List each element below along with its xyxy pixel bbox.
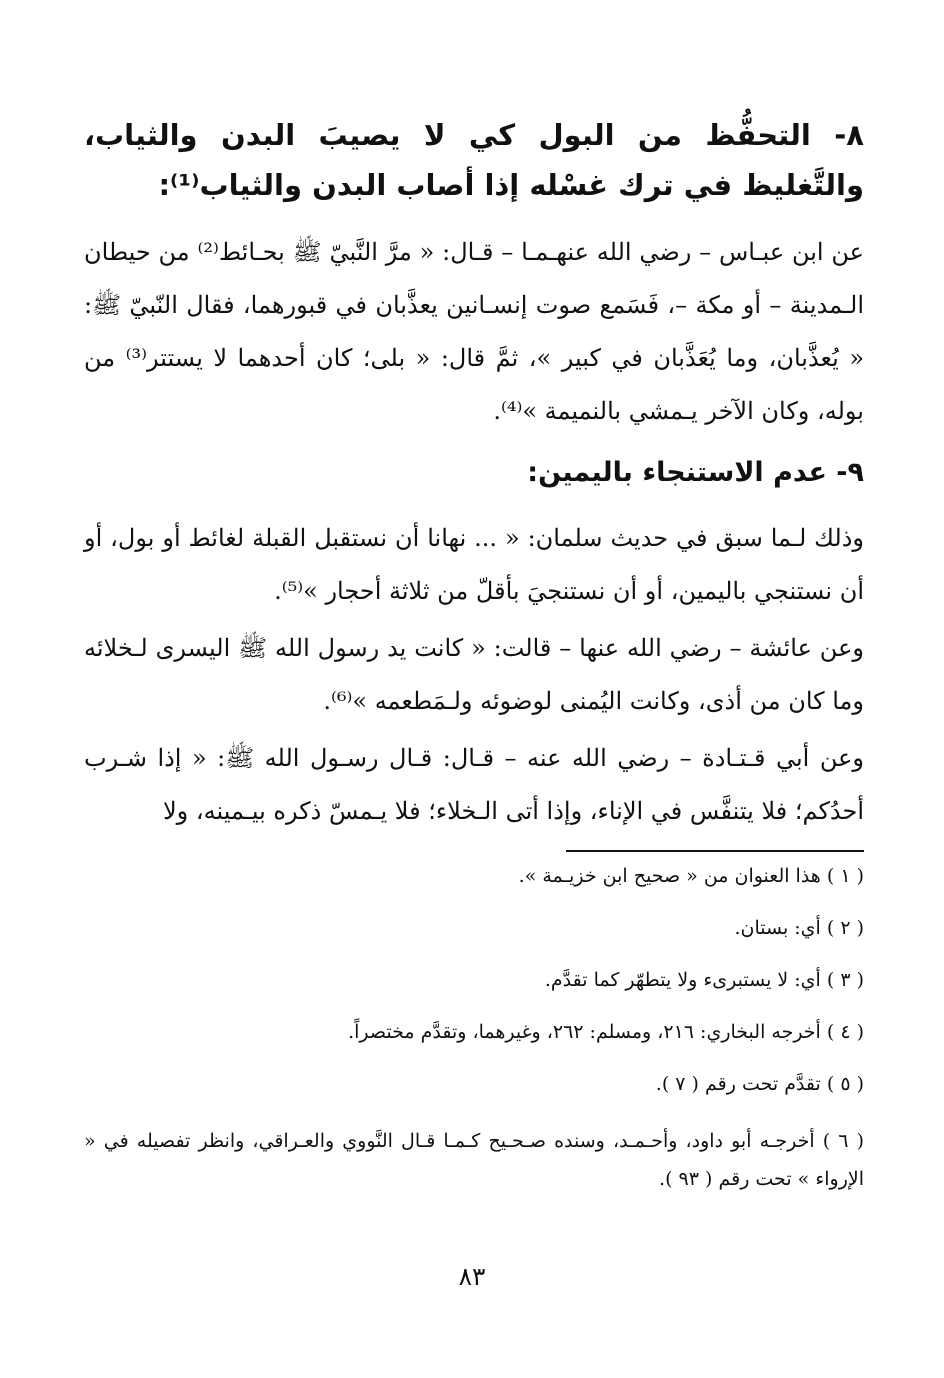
footnote-3: ( ٣ ) أي: لا يستبرىء ولا يتطهّر كما تقدَّم. [544, 969, 864, 991]
footnote-5: ( ٥ ) تقدَّم تحت رقم ( ٧ ). [655, 1073, 864, 1095]
footnote-6: ( ٦ ) أخرجـه أبو داود، وأحـمـد، وسنده صـحـيح كـمـا قـال النَّووي والعـراقي، وانظر تفصيله في « الإرواء » تحت رقم ( ٩٣ ). [84, 1130, 865, 1190]
paragraph-salman: وذلك لـما سبق في حديث سلمان: « ... نهانا أن نستقبل القبلة لغائط أو بول، أو أن نستنجي باليمين، أو أن نستنجيَ بأقلّ من ثلاثة أحجار »⁽⁵⁾. [84, 524, 864, 605]
paragraph-ibn-abbas: عن ابن عبـاس – رضي الله عنهـمـا – قـال: « مرَّ النَّبيّ ﷺ بحـائط⁽²⁾ من حيطان الـمدينة – أو مكة –، فَسَمع صوت إنسـانين يعذَّبان في قبورهما، فقال النّبيّ ﷺ: « يُعذَّبان، وما يُعَذَّبان في كبير »، ثمَّ قال: « بلى؛ كان أحدهما لا يستتر⁽³⁾ من بوله، وكان الآخر يـمشي بالنميمة »⁽⁴⁾. [84, 238, 864, 425]
paragraph-aisha: وعن عائشة – رضي الله عنها – قالت: « كانت يد رسول الله ﷺ اليسرى لـخلائه وما كان من أذى، وكانت اليُمنى لوضوئه ولـمَطعمه »⁽⁶⁾. [84, 634, 864, 715]
footnote-4: ( ٤ ) أخرجه البخاري: ٢١٦، ومسلم: ٢٦٢، وغيرهما، وتقدَّم مختصراً. [348, 1021, 864, 1043]
page-number: ٨٣ [458, 1262, 486, 1291]
footnotes [84, 862, 864, 1198]
section-9-heading: ٩- عدم الاستنجاء باليمين: [527, 457, 864, 488]
footnote-2: ( ٢ ) أي: بستان. [734, 917, 864, 939]
footnote-divider-wrap [84, 844, 864, 862]
section-8-heading: ٨- التحفُّظ من البول كي لا يصيبَ البدن والثياب، والتَّغليظ في ترك غسْله إذا أصاب البدن والثياب⁽¹⁾: [84, 118, 864, 202]
footnote-divider [566, 850, 864, 852]
paragraph-abu-qatada: وعن أبي قـتـادة – رضي الله عنه – قـال: قـال رسـول الله ﷺ: « إذا شـرب أحدُكم؛ فلا يتنفَّس في الإناء، وإذا أتى الـخلاء؛ فلا يـمسّ ذكره بيـمينه، ولا [84, 744, 864, 825]
footnote-1: ( ١ ) هذا العنوان من « صحيح ابن خزيـمة ». [518, 865, 864, 887]
page-body [84, 110, 864, 1198]
